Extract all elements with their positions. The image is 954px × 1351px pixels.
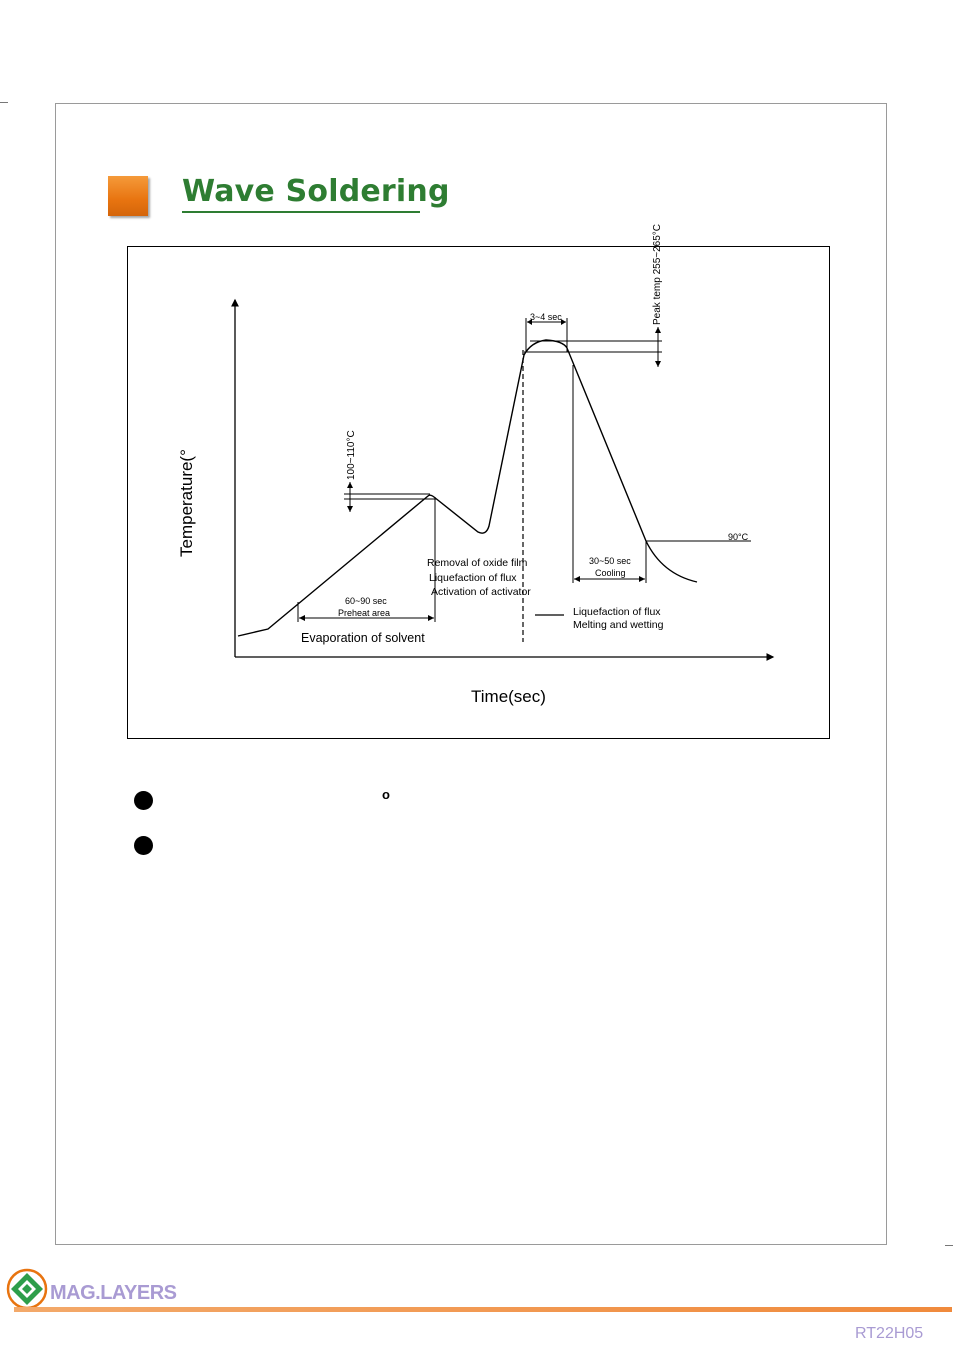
preheat-duration-label: 60~90 sec <box>345 596 387 606</box>
bullet-1-text: o <box>382 787 390 802</box>
footer-divider-bar <box>14 1307 952 1312</box>
removal-oxide-label: Removal of oxide film <box>427 557 528 569</box>
page-title: Wave Soldering <box>182 174 450 209</box>
peak-duration-label: 3~4 sec <box>530 312 562 322</box>
footer-document-code: RT22H05 <box>855 1325 924 1342</box>
footer-brand-name: MAG.LAYERS <box>50 1282 177 1304</box>
preheat-temp-label: 100~110°C <box>346 430 357 480</box>
peak-temp-label: Peak temp 255~265°C <box>652 223 663 325</box>
melting-wetting-label: Melting and wetting <box>573 619 664 631</box>
cooling-duration-label: 30~50 sec <box>589 556 631 566</box>
cooling-temp-label: 90°C <box>728 532 749 542</box>
liquefaction-flux-label-2: Liquefaction of flux <box>573 606 661 618</box>
bullet-point-1 <box>134 791 153 810</box>
maglayers-logo-icon <box>6 1268 48 1310</box>
x-axis-label: Time(sec) <box>471 687 546 706</box>
preheat-area-label: Preheat area <box>338 608 391 618</box>
evaporation-label: Evaporation of solvent <box>301 631 425 645</box>
liquefaction-flux-label-1: Liquefaction of flux <box>429 572 517 584</box>
y-axis-label: Temperature(° <box>177 449 196 557</box>
cooling-label: Cooling <box>595 568 626 578</box>
bullet-point-2 <box>134 836 153 855</box>
activation-label: Activation of activator <box>431 586 531 598</box>
